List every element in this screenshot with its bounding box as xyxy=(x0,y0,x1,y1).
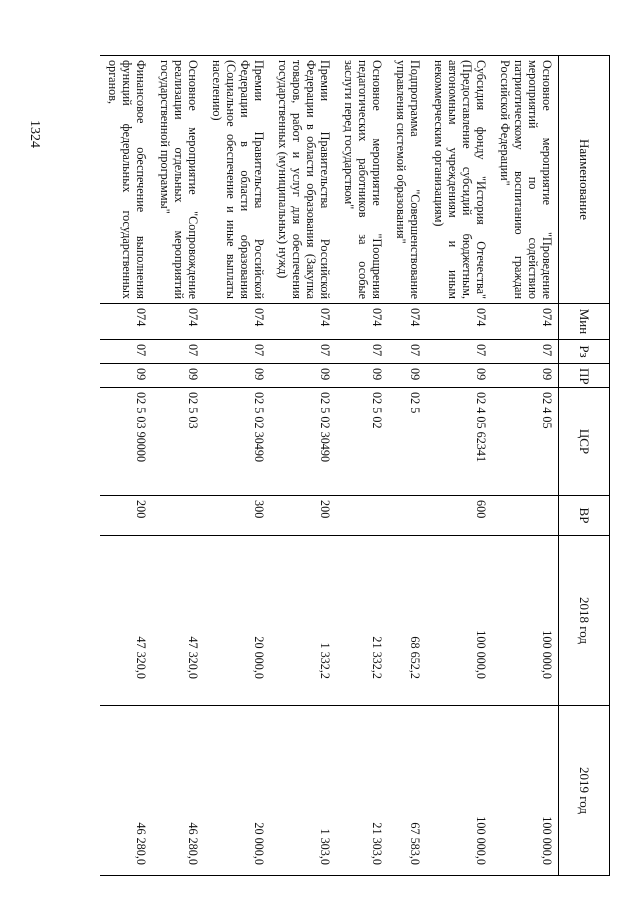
cell-min: 074 xyxy=(204,304,270,340)
cell-rz: 07 xyxy=(270,340,336,364)
table-row xyxy=(492,56,559,876)
cell-2019: 46 280,0 xyxy=(152,706,204,876)
cell-pr: 09 xyxy=(492,364,559,388)
budget-table xyxy=(100,55,610,876)
cell-vr: 300 xyxy=(204,496,270,536)
cell-rz: 07 xyxy=(492,340,559,364)
cell-vr xyxy=(388,496,426,536)
header-csr: ЦСР xyxy=(559,388,610,496)
cell-csr: 02 5 02 xyxy=(336,388,388,496)
header-pr: ПР xyxy=(559,364,610,388)
cell-2019: 100 000,0 xyxy=(426,706,492,876)
cell-min: 074 xyxy=(270,304,336,340)
table-row xyxy=(270,56,336,876)
header-2018: 2018 год xyxy=(559,536,610,706)
cell-vr xyxy=(492,496,559,536)
cell-pr: 09 xyxy=(336,364,388,388)
table-row xyxy=(204,56,270,876)
cell-2018: 68 652,2 xyxy=(388,536,426,706)
table-header xyxy=(559,56,610,876)
cell-2018: 47 320,0 xyxy=(152,536,204,706)
cell-vr: 200 xyxy=(270,496,336,536)
cell-2018: 47 320,0 xyxy=(100,536,152,706)
cell-rz: 07 xyxy=(336,340,388,364)
cell-name: Субсидия фонду "История Отечества" (Предоставление субсидий бюджетным, автономным учреждениям и иным некоммерческим организациям) xyxy=(426,56,492,304)
cell-2018: 100 000,0 xyxy=(492,536,559,706)
cell-csr: 02 5 03 90000 xyxy=(100,388,152,496)
cell-pr: 09 xyxy=(152,364,204,388)
cell-pr: 09 xyxy=(100,364,152,388)
budget-table-rotated xyxy=(90,55,610,875)
cell-name: Основное мероприятие "Поощрения педагогических работников за особые заслуги перед государством" xyxy=(336,56,388,304)
cell-csr: 02 5 xyxy=(388,388,426,496)
header-vr: ВР xyxy=(559,496,610,536)
cell-min: 074 xyxy=(152,304,204,340)
cell-name: Премии Правительства Российской Федерации в области образования (Закупка товаров, работ и услуг для обеспечения государственных (муниципальных) нужд) xyxy=(270,56,336,304)
cell-pr: 09 xyxy=(270,364,336,388)
cell-csr: 02 4 05 xyxy=(492,388,559,496)
cell-csr: 02 5 02 30490 xyxy=(270,388,336,496)
cell-2019: 21 303,0 xyxy=(336,706,388,876)
cell-2018: 21 332,2 xyxy=(336,536,388,706)
cell-min: 074 xyxy=(426,304,492,340)
cell-2019: 67 583,0 xyxy=(388,706,426,876)
cell-rz: 07 xyxy=(426,340,492,364)
cell-csr: 02 5 03 xyxy=(152,388,204,496)
table-row xyxy=(426,56,492,876)
header-name: Наименование xyxy=(559,56,610,304)
cell-pr: 09 xyxy=(426,364,492,388)
cell-rz: 07 xyxy=(152,340,204,364)
cell-rz: 07 xyxy=(388,340,426,364)
cell-2018: 1 332,2 xyxy=(270,536,336,706)
cell-rz: 07 xyxy=(204,340,270,364)
cell-2019: 1 303,0 xyxy=(270,706,336,876)
page-number-text: 1324 xyxy=(27,120,42,148)
cell-2018: 20 000,0 xyxy=(204,536,270,706)
cell-name: Подпрограмма "Совершенствование управления системой образования" xyxy=(388,56,426,304)
cell-2018: 100 000,0 xyxy=(426,536,492,706)
cell-csr: 02 4 05 62341 xyxy=(426,388,492,496)
cell-csr: 02 5 02 30490 xyxy=(204,388,270,496)
cell-min: 074 xyxy=(336,304,388,340)
cell-name: Основное мероприятие "Проведение мероприятий по содействию патриотическому воспитанию граждан Российской Федерации" xyxy=(492,56,559,304)
cell-vr xyxy=(336,496,388,536)
table-row xyxy=(336,56,388,876)
page-number xyxy=(26,120,56,160)
header-rz: Рз xyxy=(559,340,610,364)
cell-2019: 100 000,0 xyxy=(492,706,559,876)
cell-rz: 07 xyxy=(100,340,152,364)
cell-2019: 20 000,0 xyxy=(204,706,270,876)
cell-name: Премии Правительства Российской Федерации в области образования (Социальное обеспечение и иные выплаты населению) xyxy=(204,56,270,304)
cell-name: Финансовое обеспечение выполнения функций федеральных государственных органов, xyxy=(100,56,152,304)
cell-vr: 200 xyxy=(100,496,152,536)
cell-name: Основное мероприятие "Сопровождение реализации отдельных мероприятий государственной программы" xyxy=(152,56,204,304)
header-min: Мин xyxy=(559,304,610,340)
cell-2019: 46 280,0 xyxy=(100,706,152,876)
cell-vr xyxy=(152,496,204,536)
cell-pr: 09 xyxy=(388,364,426,388)
cell-min: 074 xyxy=(492,304,559,340)
cell-min: 074 xyxy=(388,304,426,340)
table-row xyxy=(152,56,204,876)
table-row xyxy=(388,56,426,876)
cell-pr: 09 xyxy=(204,364,270,388)
cell-vr: 600 xyxy=(426,496,492,536)
table-row xyxy=(100,56,152,876)
header-2019: 2019 год xyxy=(559,706,610,876)
cell-min: 074 xyxy=(100,304,152,340)
